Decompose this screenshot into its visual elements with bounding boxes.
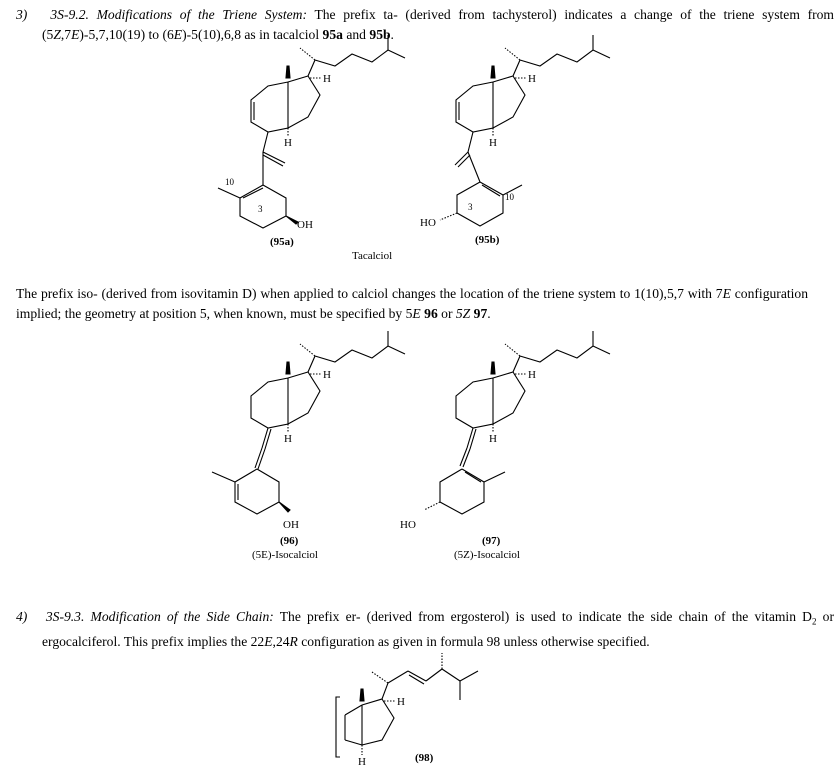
hydroxyl-label: HO bbox=[420, 217, 436, 229]
hydroxyl-label: OH bbox=[297, 219, 313, 231]
hydroxyl-label: OH bbox=[283, 519, 299, 531]
hydrogen-label: H bbox=[528, 73, 536, 85]
hydroxyl-label: HO bbox=[400, 519, 416, 531]
section-text: )-5(10),6,8 as in tacalciol bbox=[182, 27, 320, 42]
position-label: 3 bbox=[468, 202, 473, 212]
stereo-r: R bbox=[289, 633, 298, 649]
structure-95a bbox=[218, 35, 405, 248]
compound-label: (95b) bbox=[475, 234, 500, 246]
hydrogen-label: H bbox=[528, 369, 536, 381]
hydrogen-label: H bbox=[284, 137, 292, 149]
section-text: The prefix ta- (derived from tachysterol) indicates a change of the triene system from (5 bbox=[42, 7, 834, 42]
stereo-e: E bbox=[722, 286, 731, 301]
position-label: 3 bbox=[258, 204, 263, 214]
section-heading: Modification of the Side Chain: bbox=[90, 609, 274, 624]
hydrogen-label: H bbox=[397, 696, 405, 708]
compound-ref: 95b bbox=[369, 27, 391, 42]
figure-caption: Tacalciol bbox=[352, 250, 393, 262]
paragraph-text: The prefix iso- (derived from isovitamin D) when applied to calciol changes the location of the triene system to 1(10),5,7 with 7 bbox=[16, 286, 723, 301]
structure-95b bbox=[420, 35, 610, 246]
structure-97 bbox=[400, 331, 610, 561]
figure-98 bbox=[0, 645, 828, 775]
stereo-z: Z bbox=[53, 27, 61, 42]
section-text: or ergocalciferol. This prefix implies the 22 bbox=[42, 609, 834, 649]
section-text: . bbox=[390, 27, 394, 42]
section-ref: 3S-9.3. bbox=[45, 609, 85, 624]
compound-name: (5Z)-Isocalciol bbox=[454, 549, 520, 561]
hydrogen-label: H bbox=[323, 369, 331, 381]
compound-name: (5E)-Isocalciol bbox=[252, 549, 318, 561]
section-text: ,7 bbox=[60, 27, 72, 42]
compound-ref: 97 bbox=[473, 306, 488, 321]
paragraph-text: configuration implied; the geometry at position 5, when known, must be specified by 5 bbox=[16, 286, 808, 321]
stereo-e: E bbox=[264, 633, 273, 649]
compound-label: (95a) bbox=[270, 236, 294, 248]
paragraph-text: or bbox=[441, 306, 453, 321]
paragraph-text: . bbox=[487, 306, 491, 321]
position-label: 10 bbox=[505, 192, 514, 202]
hydrogen-label: H bbox=[323, 73, 331, 85]
isocalciol-paragraph bbox=[16, 284, 808, 324]
compound-label: (96) bbox=[280, 535, 299, 547]
section-ref: 3S-9.2. bbox=[50, 7, 89, 22]
stereo-e: E bbox=[173, 27, 183, 42]
stereo-e: E bbox=[412, 306, 421, 321]
stereo-e: E bbox=[71, 27, 80, 42]
section-text: )-5,7,10(19) to (6 bbox=[79, 27, 174, 42]
section-text: and bbox=[346, 27, 366, 42]
section-number: 4) bbox=[16, 609, 28, 624]
compound-ref: 95a bbox=[322, 27, 343, 42]
isocalciol-structures bbox=[0, 336, 828, 568]
hydrogen-label: H bbox=[358, 756, 366, 768]
structure-98 bbox=[0, 645, 828, 775]
structure-96 bbox=[212, 331, 405, 561]
position-label: 10 bbox=[225, 177, 234, 187]
figure-isocalciol bbox=[0, 336, 828, 568]
figure-tacalciol bbox=[0, 40, 828, 265]
stereo-z: 5Z bbox=[455, 306, 471, 321]
subscript: 2 bbox=[812, 616, 817, 627]
compound-label: (97) bbox=[482, 535, 501, 547]
section-text: ,24 bbox=[272, 633, 290, 649]
hydrogen-label: H bbox=[284, 433, 292, 445]
hydrogen-label: H bbox=[489, 433, 497, 445]
section-text: configuration as given in formula 98 unless otherwise specified. bbox=[301, 633, 650, 649]
section-3-paragraph bbox=[16, 5, 834, 45]
section-number: 3) bbox=[16, 7, 28, 22]
hydrogen-label: H bbox=[489, 137, 497, 149]
tacalciol-structures bbox=[0, 40, 828, 265]
section-heading: Modifications of the Triene System: bbox=[96, 7, 308, 22]
compound-ref: 96 bbox=[424, 306, 438, 321]
section-text: The prefix er- (derived from ergosterol) is used to indicate the side chain of the vitamin D bbox=[279, 609, 812, 624]
compound-label: (98) bbox=[415, 752, 434, 764]
